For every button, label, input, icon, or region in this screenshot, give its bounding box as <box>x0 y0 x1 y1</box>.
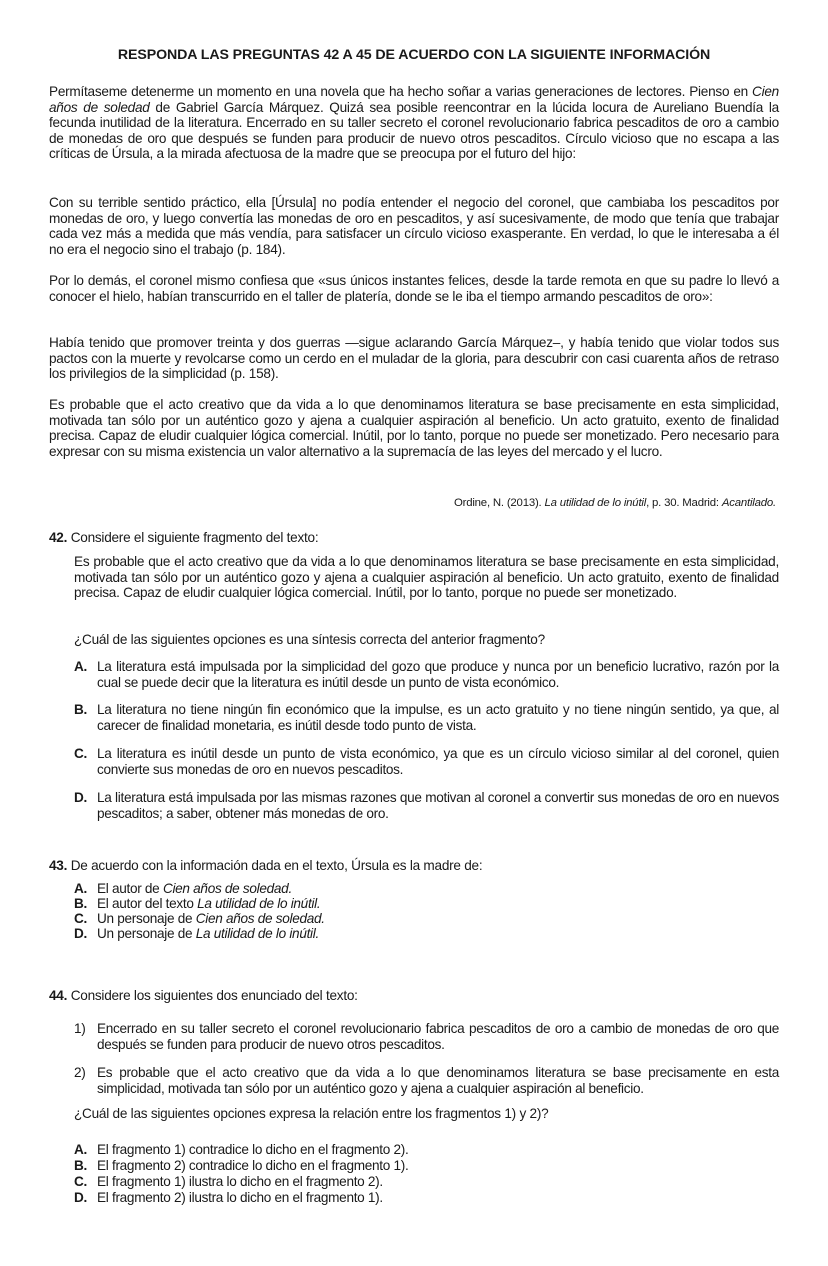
question-44-question: ¿Cuál de las siguientes opciones expresa la relación entre los fragmentos 1) y 2)? <box>74 1106 549 1121</box>
question-44-option-b[interactable]: B. El fragmento 2) contradice lo dicho en el fragmento 1). <box>74 1158 409 1173</box>
question-number: 44. <box>49 988 68 1003</box>
question-number: 42. <box>49 530 68 545</box>
question-42-fragment: Es probable que el acto creativo que da vida a lo que denominamos literatura se base precisamente en esta simplicidad, motivada tan sólo por un auténtico gozo y ajena a cualquier aspiración al beneficio. Un acto gratuito, exento de finalidad precisa. Capaz de eludir cualquier lógica comercial. Inútil, por lo tanto, porque no puede ser monetizado. <box>74 554 779 601</box>
question-43-option-b[interactable]: B. El autor del texto La utilidad de lo inútil. <box>74 896 321 911</box>
book-title: Cien años de soledad <box>49 84 779 115</box>
question-42-option-a[interactable]: A. La literatura está impulsada por la simplicidad del gozo que produce y nunca por un beneficio lucrativo, razón por la cual se puede decir que la literatura es inútil desde un punto de vista económico. <box>74 659 779 690</box>
instructions-heading: RESPONDA LAS PREGUNTAS 42 A 45 DE ACUERDO CON LA SIGUIENTE INFORMACIÓN <box>117 47 711 63</box>
question-number: 43. <box>49 858 68 873</box>
question-42-heading: 42. Considere el siguiente fragmento del texto: <box>49 530 319 545</box>
question-42-option-d[interactable]: D. La literatura está impulsada por las mismas razones que motivan al coronel a convertir sus monedas de oro en nuevos pescaditos; a saber, obtener más monedas de oro. <box>74 790 779 821</box>
passage-paragraph-4: Había tenido que promover treinta y dos guerras —sigue aclarando García Márquez–, y había tenido que violar todos sus pactos con la muerte y revolcarse como un cerdo en el muladar de la gloria, para descubrir con casi cuarenta años de retraso los privilegios de la simplicidad (p. 158). <box>49 335 779 382</box>
statement-1: 1) Encerrado en su taller secreto el coronel revolucionario fabrica pescaditos de oro a cambio de monedas de oro que después se funden para producir de nuevo otros pescaditos. <box>74 1021 779 1052</box>
passage-paragraph-3: Por lo demás, el coronel mismo confiesa que «sus únicos instantes felices, desde la tarde remota en que su padre lo llevó a conocer el hielo, habían transcurrido en el taller de platería, donde se le iba el tiempo armando pescaditos de oro»: <box>49 273 779 304</box>
question-43-option-c[interactable]: C. Un personaje de Cien años de soledad. <box>74 911 325 926</box>
passage-paragraph-1: Permítaseme detenerme un momento en una novela que ha hecho soñar a varias generaciones de lectores. Pienso en Cien años de soledad de Gabriel García Márquez. Quizá sea posible reencontrar en la lúcida locura de Aureliano Buendía la fecunda inutilidad de la literatura. Encerrado en su taller secreto el coronel revolucionario fabrica pescaditos de oro a cambio de monedas de oro que después se funden para producir de nuevo otros pescaditos. Círculo vicioso que no escapa a las críticas de Úrsula, a la mirada afectuosa de la madre que se preocupa por el futuro del hijo: <box>49 84 779 162</box>
citation: Ordine, N. (2013). La utilidad de lo inútil, p. 30. Madrid: Acantilado. <box>453 497 776 509</box>
question-43-option-d[interactable]: D. Un personaje de La utilidad de lo inútil. <box>74 926 319 941</box>
statement-2: 2) Es probable que el acto creativo que da vida a lo que denominamos literatura se base precisamente en esta simplicidad, motivada tan sólo por un auténtico gozo y ajena a cualquier aspiración al beneficio. <box>74 1065 779 1096</box>
question-44-option-c[interactable]: C. El fragmento 1) ilustra lo dicho en el fragmento 2). <box>74 1174 383 1189</box>
question-44-option-d[interactable]: D. El fragmento 2) ilustra lo dicho en el fragmento 1). <box>74 1190 383 1205</box>
passage-paragraph-5: Es probable que el acto creativo que da vida a lo que denominamos literatura se base precisamente en esta simplicidad, motivada tan sólo por un auténtico gozo y ajena a cualquier aspiración al beneficio. Un acto gratuito, exento de finalidad precisa. Capaz de eludir cualquier lógica comercial. Inútil, por lo tanto, porque no puede ser monetizado. Pero necesario para expresar con su misma existencia un valor alternativo a la supremacía de las leyes del mercado y el lucro. <box>49 397 779 459</box>
question-43-heading: 43. De acuerdo con la información dada en el texto, Úrsula es la madre de: <box>49 858 483 873</box>
question-42-question: ¿Cuál de las siguientes opciones es una síntesis correcta del anterior fragmento? <box>74 632 545 647</box>
question-44-option-a[interactable]: A. El fragmento 1) contradice lo dicho en el fragmento 2). <box>74 1142 409 1157</box>
question-43-option-a[interactable]: A. El autor de Cien años de soledad. <box>74 881 292 896</box>
question-42-option-b[interactable]: B. La literatura no tiene ningún fin económico que la impulse, es un acto gratuito y no tiene ningún sentido, ya que, al carecer de finalidad monetaria, es inútil desde todo punto de vista. <box>74 702 779 733</box>
question-44-heading: 44. Considere los siguientes dos enunciado del texto: <box>49 988 358 1003</box>
passage-paragraph-2: Con su terrible sentido práctico, ella [Úrsula] no podía entender el negocio del coronel, que cambiaba los pescaditos por monedas de oro, y luego convertía las monedas de oro en pescaditos, y así sucesivamente, de modo que tenía que trabajar cada vez más a medida que más vendía, para satisfacer un círculo vicioso exasperante. En verdad, lo que le interesaba a él no era el negocio sino el trabajo (p. 184). <box>49 195 779 257</box>
question-42-option-c[interactable]: C. La literatura es inútil desde un punto de vista económico, ya que es un círculo vicioso similar al del coronel, quien convierte sus monedas de oro en nuevos pescaditos. <box>74 746 779 777</box>
